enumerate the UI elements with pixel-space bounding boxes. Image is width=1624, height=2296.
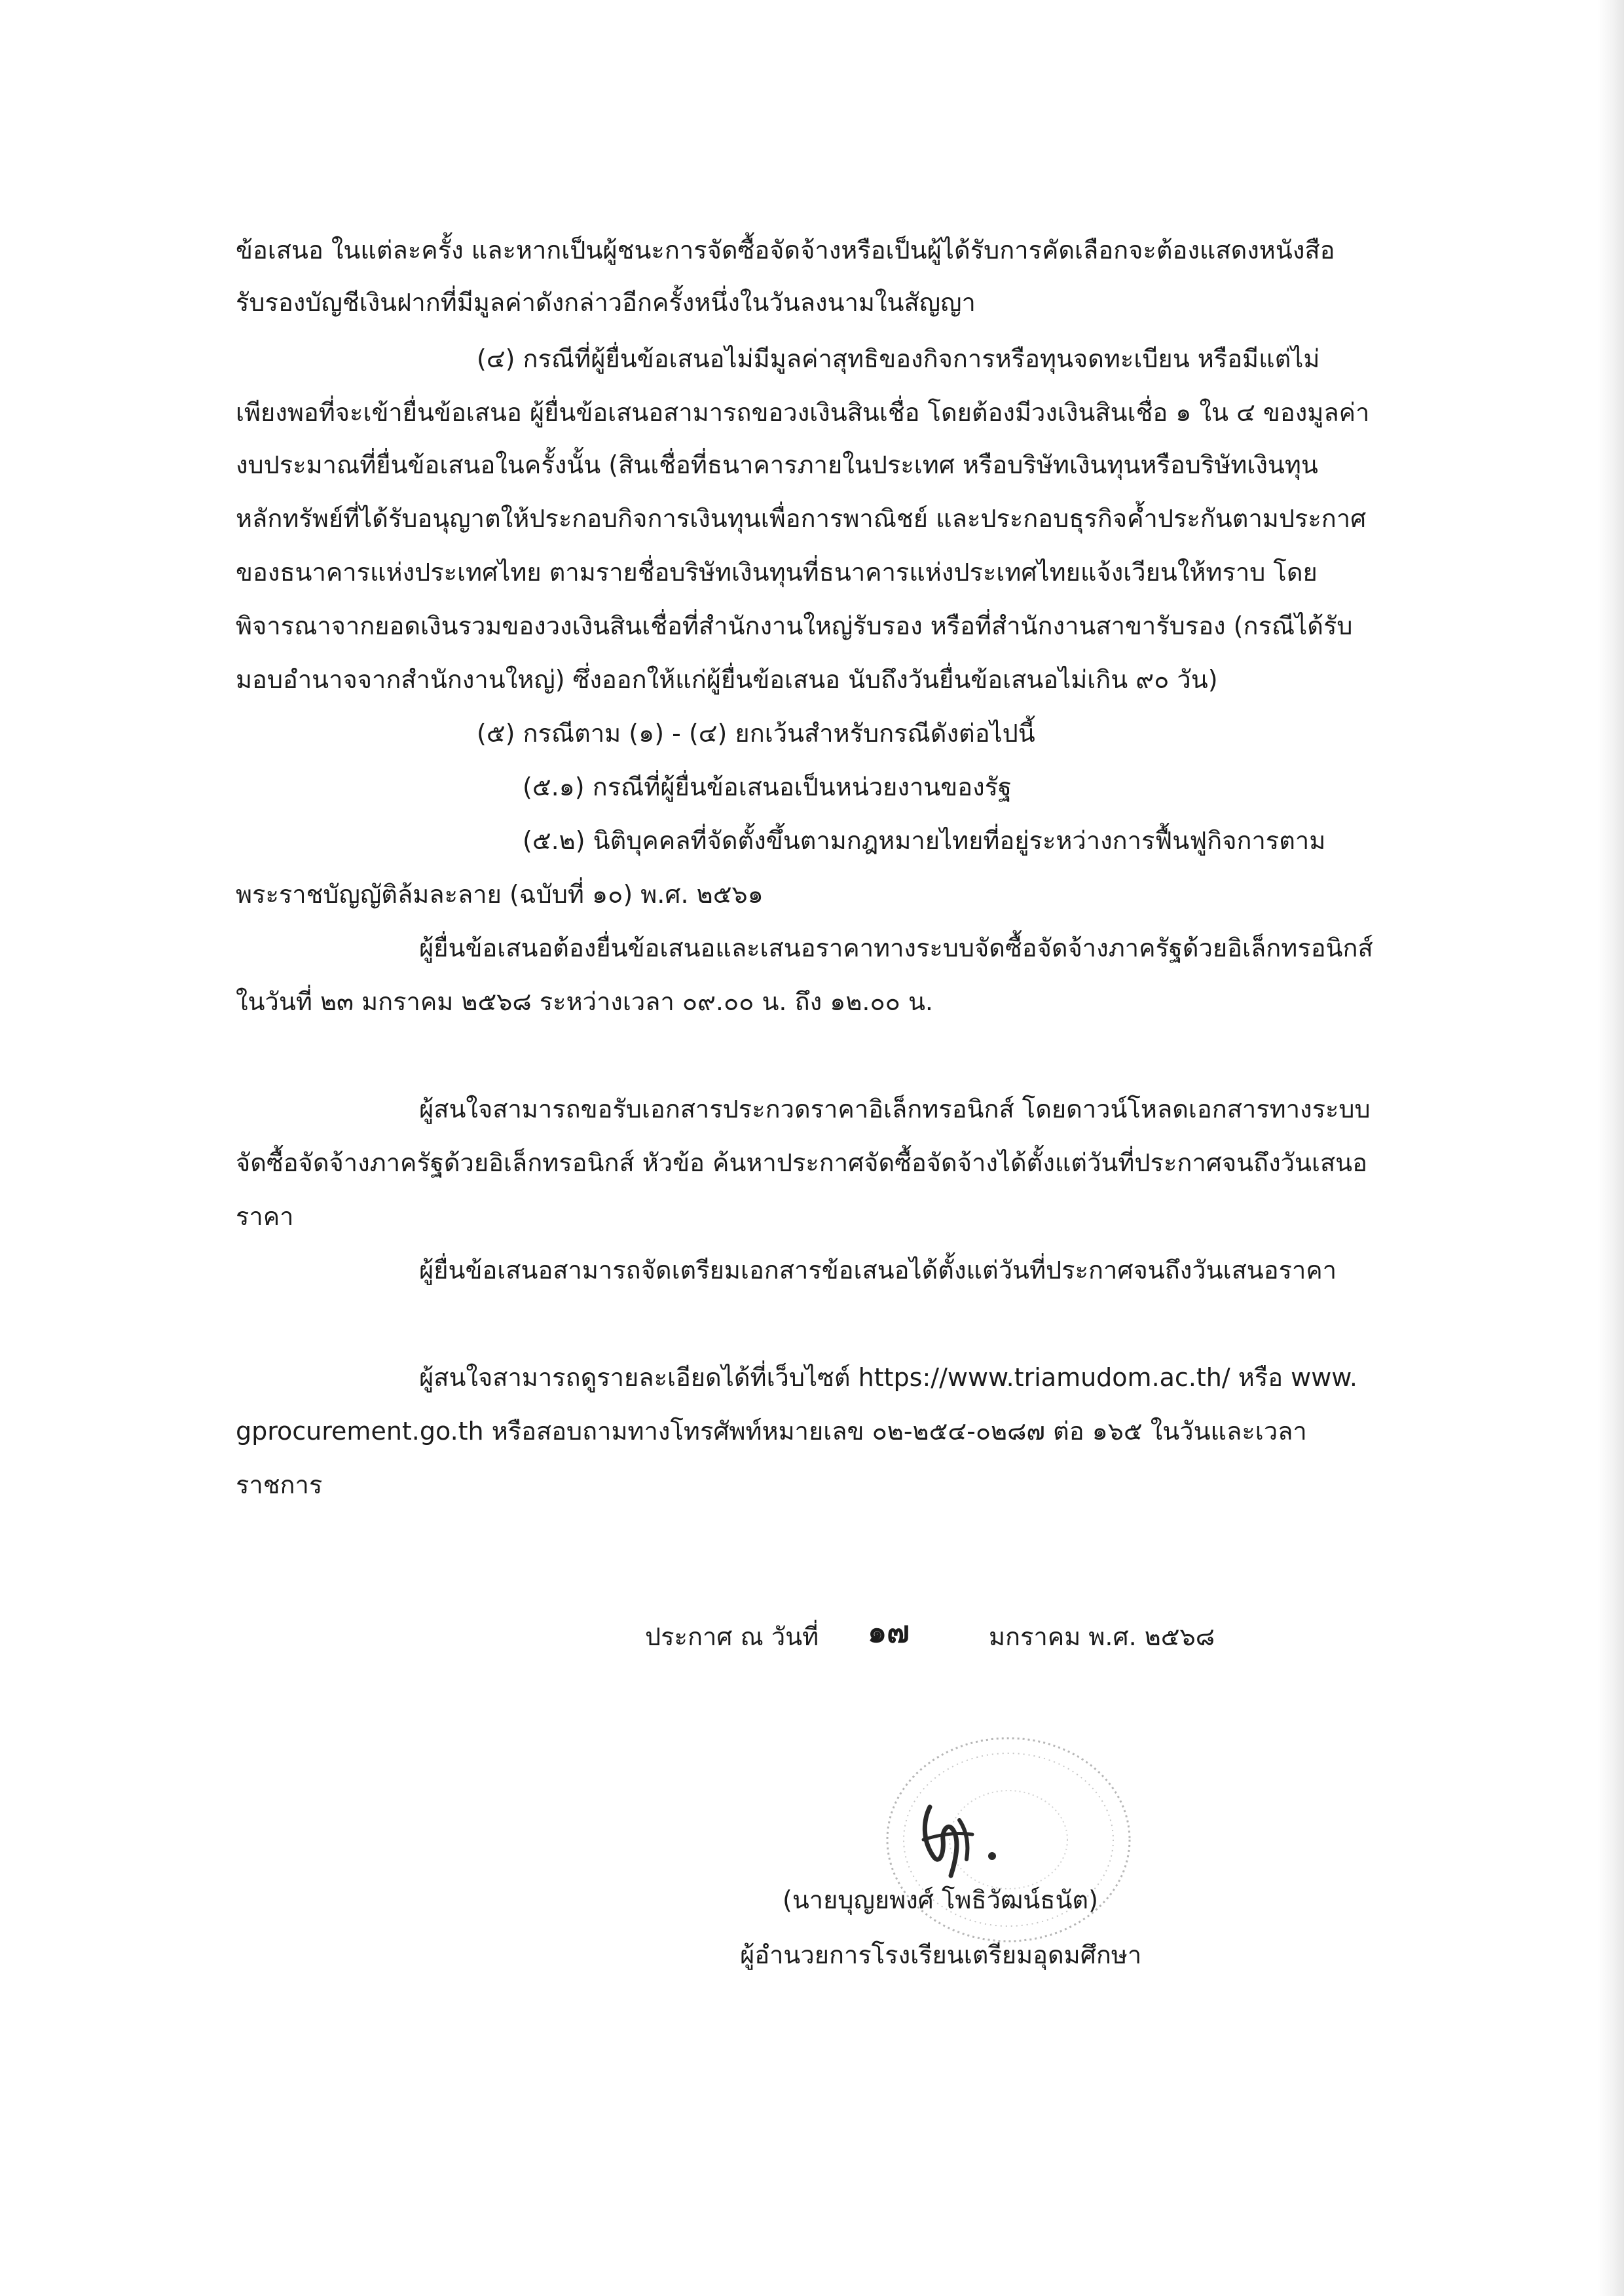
item-4-line-1: (๔) กรณีที่ผู้ยื่นข้อเสนอไม่มีมูลค่าสุทธิของกิจการหรือทุนจดทะเบียน หรือมีแต่ไม่	[477, 344, 1320, 373]
item-4-line-7: มอบอำนาจจากสำนักงานใหญ่) ซึ่งออกให้แก่ผู้ยื่นข้อเสนอ นับถึงวันยื่นข้อเสนอไม่เกิน ๙๐ วัน)	[236, 665, 1218, 694]
announcement-date-day: ๑๗	[868, 1614, 910, 1649]
handwritten-signature	[904, 1794, 1015, 1892]
item-5-1: (๕.๑) กรณีที่ผู้ยื่นข้อเสนอเป็นหน่วยงานของรัฐ	[523, 773, 1012, 801]
contact-line-3: ราชการ	[236, 1470, 323, 1499]
announcement-date-prefix: ประกาศ ณ วันที่	[645, 1622, 819, 1651]
paragraph-1-line-1: ข้อเสนอ ในแต่ละครั้ง และหากเป็นผู้ชนะการจัดซื้อจัดจ้างหรือเป็นผู้ได้รับการคัดเลือกจะต้องแสดงหนังสือ	[236, 236, 1335, 264]
preparation-line: ผู้ยื่นข้อเสนอสามารถจัดเตรียมเอกสารข้อเสนอได้ตั้งแต่วันที่ประกาศจนถึงวันเสนอราคา	[419, 1256, 1337, 1285]
download-line-3: ราคา	[236, 1202, 294, 1231]
download-line-1: ผู้สนใจสามารถขอรับเอกสารประกวดราคาอิเล็กทรอนิกส์ โดยดาวน์โหลดเอกสารทางระบบ	[419, 1095, 1371, 1123]
signatory-name: (นายบุญยพงศ์ โพธิวัฒน์ธนัต)	[783, 1886, 1098, 1914]
contact-line-2: gprocurement.go.th หรือสอบถามทางโทรศัพท์หมายเลข ๐๒-๒๕๔-๐๒๘๗ ต่อ ๑๖๕ ในวันและเวลา	[236, 1417, 1307, 1446]
download-line-2: จัดซื้อจัดจ้างภาครัฐด้วยอิเล็กทรอนิกส์ หัวข้อ ค้นหาประกาศจัดซื้อจัดจ้างได้ตั้งแต่วันที่ประกาศจนถึงวันเสนอ	[236, 1148, 1367, 1177]
announcement-date-month-year: มกราคม พ.ศ. ๒๕๖๘	[989, 1622, 1215, 1651]
item-4-line-3: งบประมาณที่ยื่นข้อเสนอในครั้งนั้น (สินเชื่อที่ธนาคารภายในประเทศ หรือบริษัทเงินทุนหรือบริษัทเงินทุน	[236, 450, 1318, 479]
submission-line-2: ในวันที่ ๒๓ มกราคม ๒๕๖๘ ระหว่างเวลา ๐๙.๐๐ น. ถึง ๑๒.๐๐ น.	[236, 987, 934, 1016]
signatory-position: ผู้อำนวยการโรงเรียนเตรียมอุดมศึกษา	[740, 1941, 1142, 1969]
item-4-line-2: เพียงพอที่จะเข้ายื่นข้อเสนอ ผู้ยื่นข้อเสนอสามารถขอวงเงินสินเชื่อ โดยต้องมีวงเงินสินเชื่อ ๑ ใน ๔ ของมูลค่า	[236, 398, 1370, 427]
contact-line-1: ผู้สนใจสามารถดูรายละเอียดได้ที่เว็บไซต์ https://www.triamudom.ac.th/ หรือ www.	[419, 1363, 1357, 1392]
item-4-line-6: พิจารณาจากยอดเงินรวมของวงเงินสินเชื่อที่สำนักงานใหญ่รับรอง หรือที่สำนักงานสาขารับรอง (กรณีได้รับ	[236, 611, 1353, 640]
submission-line-1: ผู้ยื่นข้อเสนอต้องยื่นข้อเสนอและเสนอราคาทางระบบจัดซื้อจัดจ้างภาครัฐด้วยอิเล็กทรอนิกส์	[419, 934, 1373, 962]
item-4-line-5: ของธนาคารแห่งประเทศไทย ตามรายชื่อบริษัทเงินทุนที่ธนาคารแห่งประเทศไทยแจ้งเวียนให้ทราบ โดย	[236, 558, 1318, 587]
paragraph-1-line-2: รับรองบัญชีเงินฝากที่มีมูลค่าดังกล่าวอีกครั้งหนึ่งในวันลงนามในสัญญา	[236, 288, 976, 317]
item-4-line-4: หลักทรัพย์ที่ได้รับอนุญาตให้ประกอบกิจการเงินทุนเพื่อการพาณิชย์ และประกอบธุรกิจค้ำประกันตามประกาศ	[236, 504, 1367, 533]
item-5-2-line-1: (๕.๒) นิติบุคคลที่จัดตั้งขึ้นตามกฎหมายไทยที่อยู่ระหว่างการฟื้นฟูกิจการตาม	[523, 826, 1326, 855]
item-5-2-line-2: พระราชบัญญัติล้มละลาย (ฉบับที่ ๑๐) พ.ศ. ๒๕๖๑	[236, 880, 764, 909]
scan-edge-shadow	[1598, 0, 1624, 2296]
item-5: (๕) กรณีตาม (๑) - (๔) ยกเว้นสำหรับกรณีดังต่อไปนี้	[477, 719, 1035, 748]
